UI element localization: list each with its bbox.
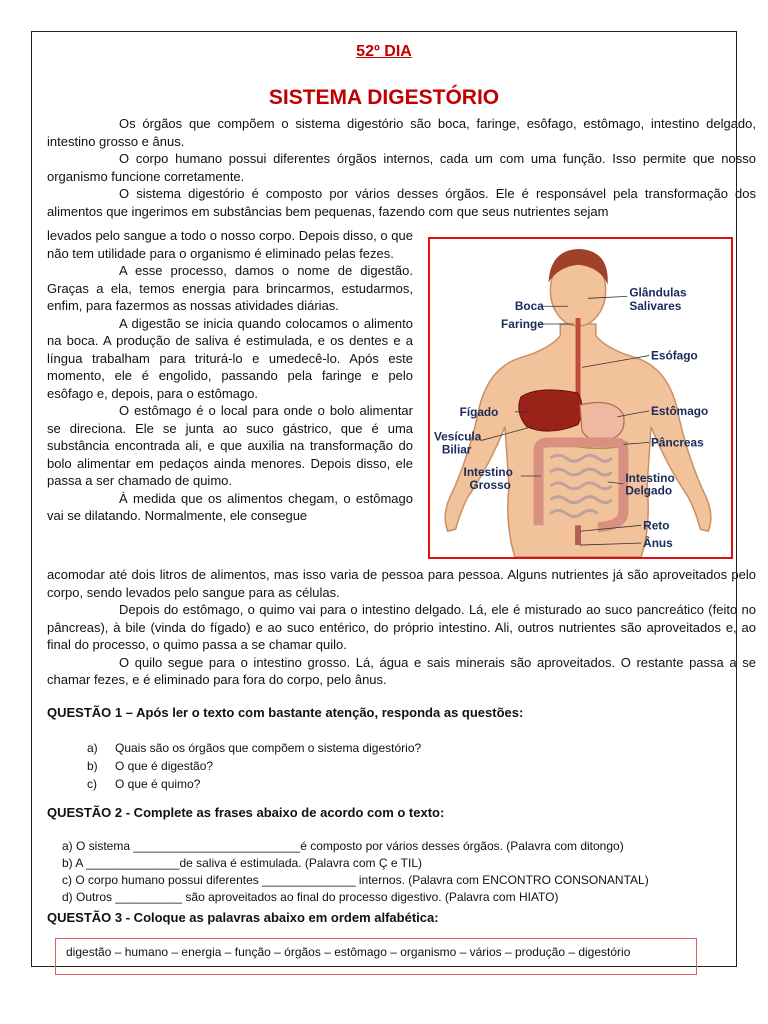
- paragraph: O corpo humano possui diferentes órgãos internos, cada um com uma função. Isso permite que nosso organismo funcione corretamente.: [47, 151, 756, 184]
- label-faringe: Faringe: [501, 316, 544, 331]
- day-heading: 52º DIA: [356, 43, 412, 60]
- label-esofago: Esófago: [651, 348, 698, 363]
- list-item: c) O que é quimo?: [87, 777, 201, 791]
- page-title: SISTEMA DIGESTÓRIO: [268, 86, 500, 109]
- label-intestino-grosso-1: Intestino: [463, 464, 513, 479]
- paragraph: O sistema digestório é composto por vários desses órgãos. Ele é responsável pela transformação dos alimentos que ingerimos em substâncias bem pequenas, fazendo com que seus nutrientes sejam: [47, 186, 756, 219]
- question-1-list: [87, 739, 421, 793]
- label-salivares: Salivares: [629, 299, 682, 314]
- digestive-system-illustration: [430, 239, 731, 557]
- label-pancreas: Pâncreas: [651, 435, 704, 450]
- question-1-title: QUESTÃO 1 – Após ler o texto com bastante atenção, responda as questões:: [47, 705, 524, 720]
- label-reto: Reto: [643, 518, 670, 533]
- word-list-box: [55, 938, 697, 975]
- word-list: digestão – humano – energia – função – órgãos – estômago – organismo – vários – produção – digestório: [66, 945, 631, 959]
- label-vesicula: Vesícula: [433, 429, 482, 444]
- paragraph: O quilo segue para o intestino grosso. Lá, água e sais minerais são aproveitados. O restante passa a se chamar fezes, e é eliminado para fora do corpo, pelo ânus.: [47, 654, 756, 687]
- paragraph: Os órgãos que compõem o sistema digestório são boca, faringe, esôfago, estômago, intestino delgado, intestino grosso e ânus.: [47, 116, 756, 149]
- question-3-title: QUESTÃO 3 - Coloque as palavras abaixo em ordem alfabética:: [47, 910, 439, 925]
- label-glandulas: Glândulas: [629, 285, 687, 300]
- paragraph: levados pelo sangue a todo o nosso corpo. Depois disso, o que não tem utilidade para o organismo é eliminado pelas fezes.: [47, 228, 413, 261]
- label-intestino-grosso-2: Grosso: [469, 477, 511, 492]
- paragraph: A esse processo, damos o nome de digestão. Graças a ela, temos energia para brincarmos, estudarmos, enfim, para fazermos as nossas atividades diárias.: [47, 263, 413, 313]
- paragraph: O estômago é o local para onde o bolo alimentar se direciona. Ele se junta ao suco gástrico, que é uma substância encontrada ali, e que auxilia na transformação do bolo alimentar em pedaços ainda menores. Depois disso, ele passa a ser chamado de quimo.: [47, 403, 413, 488]
- label-intestino-delgado-2: Delgado: [625, 483, 673, 498]
- label-boca: Boca: [514, 299, 544, 314]
- continued-text: [47, 566, 756, 689]
- list-item: a) Quais são os órgãos que compõem o sistema digestório?: [87, 741, 422, 755]
- stomach-shape: [580, 402, 624, 440]
- paragraph: À medida que os alimentos chegam, o estômago vai se dilatando. Normalmente, ele consegue: [47, 490, 413, 523]
- label-anus: Ânus: [643, 536, 673, 551]
- question-2-list: [62, 838, 649, 906]
- digestive-system-figure: [428, 237, 733, 559]
- list-item: d) Outros __________ são aproveitados ao final do processo digestivo. (Palavra com HIATO): [62, 890, 559, 904]
- paragraph: A digestão se inicia quando colocamos o alimento na boca. A produção de saliva é estimulada, e os dentes e a língua trabalham para triturá-lo e umedecê-lo. Após este momento, ele é engolido, passando pela faringe e pelo esôfago e, depois, para o estômago.: [47, 315, 413, 401]
- list-item: b) O que é digestão?: [87, 759, 214, 773]
- list-item: b) A ______________de saliva é estimulada. (Palavra com Ç e TIL): [62, 856, 422, 870]
- list-item: c) O corpo humano possui diferentes ______________ internos. (Palavra com ENCONTRO CONSONANTAL): [62, 873, 649, 887]
- paragraph: acomodar até dois litros de alimentos, mas isso varia de pessoa para pessoa. Alguns nutrientes já são aproveitados pelo corpo, sendo levados pelo sangue para as células.: [47, 567, 756, 600]
- intro-text: [47, 115, 756, 220]
- liver-shape: [519, 390, 582, 431]
- list-item: a) O sistema _________________________é composto por vários desses órgãos. (Palavra com ditongo): [62, 839, 624, 853]
- label-intestino-delgado-1: Intestino: [625, 470, 675, 485]
- label-estomago: Estômago: [651, 403, 709, 418]
- question-2-title: QUESTÃO 2 - Complete as frases abaixo de acordo com o texto:: [47, 805, 445, 820]
- label-biliar: Biliar: [441, 442, 472, 457]
- paragraph: Depois do estômago, o quimo vai para o intestino delgado. Lá, ele é misturado ao suco pancreático (feito no pâncreas), à bile (vinda do fígado) e ao suco entérico, do próprio intestino. Ali, outros nutrientes são aproveitados e, ao final do processo, o quimo passa a se chamar quilo.: [47, 602, 756, 652]
- label-figado: Fígado: [459, 404, 499, 419]
